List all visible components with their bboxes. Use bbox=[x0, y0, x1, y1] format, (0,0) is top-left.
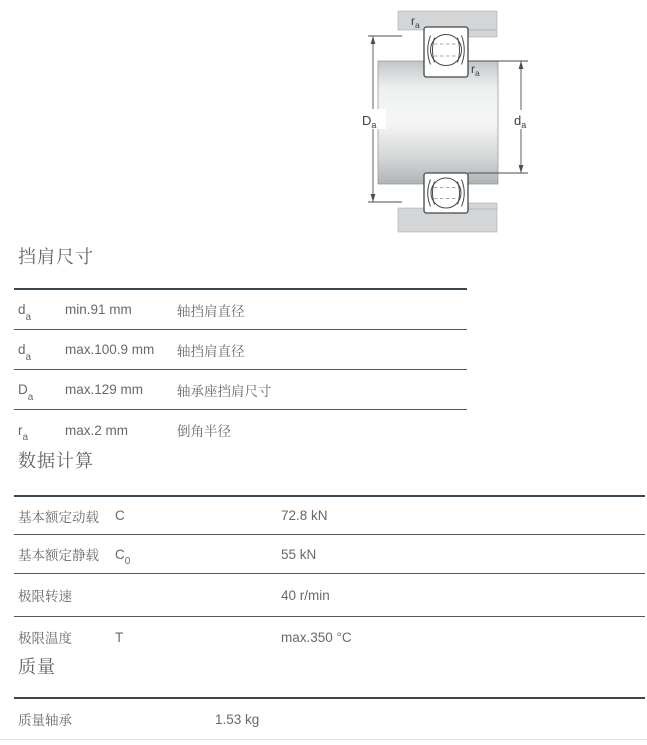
table-row bbox=[14, 574, 645, 617]
calculation-table bbox=[14, 495, 645, 657]
symbol-cell: C bbox=[115, 508, 125, 523]
value-cell: 1.53 kg bbox=[215, 711, 260, 727]
value-cell: max.129 mm bbox=[65, 382, 144, 397]
table-row bbox=[14, 617, 645, 657]
table-row bbox=[14, 410, 467, 450]
table-row bbox=[14, 330, 467, 370]
table-row bbox=[14, 535, 645, 574]
desc-cell: 轴挡肩直径 bbox=[177, 303, 245, 319]
label-cell: 极限转速 bbox=[18, 589, 72, 604]
value-cell: min.91 mm bbox=[65, 302, 132, 317]
value-cell: max.100.9 mm bbox=[65, 342, 155, 357]
label-Da: $D_a$ bbox=[362, 113, 377, 130]
symbol-cell: $d_a$ bbox=[18, 302, 32, 323]
page-bottom-divider bbox=[0, 739, 647, 740]
bearing-cross-section-bottom bbox=[424, 173, 468, 213]
symbol-cell: $D_a$ bbox=[18, 382, 34, 403]
bearing-abutment-diagram bbox=[350, 0, 550, 240]
value-cell: 55 kN bbox=[281, 546, 317, 562]
label-ra-mid: $r_a$ bbox=[471, 62, 480, 78]
section-title-mass: 质量 bbox=[18, 657, 56, 677]
table-row bbox=[14, 290, 467, 330]
desc-cell: 轴承座挡肩尺寸 bbox=[177, 383, 272, 399]
section-title-calculation: 数据计算 bbox=[18, 451, 94, 471]
label-cell: 极限温度 bbox=[18, 631, 72, 646]
symbol-cell: $C_0$ bbox=[115, 546, 131, 568]
table-row bbox=[14, 497, 645, 535]
mass-table bbox=[14, 697, 645, 739]
label-ra-top: $r_a$ bbox=[411, 14, 420, 30]
value-cell: max.350 °C bbox=[281, 629, 352, 645]
section-title-abutment: 挡肩尺寸 bbox=[18, 247, 94, 267]
value-cell: 40 r/min bbox=[281, 587, 330, 603]
symbol-cell: $r_a$ bbox=[18, 422, 29, 444]
table-row bbox=[14, 699, 645, 739]
desc-cell: 轴挡肩直径 bbox=[177, 343, 245, 359]
label-cell: 质量轴承 bbox=[18, 713, 72, 728]
value-cell: 72.8 kN bbox=[281, 508, 328, 523]
desc-cell: 倒角半径 bbox=[177, 424, 231, 439]
shaft-section bbox=[378, 61, 498, 184]
label-da: $d_a$ bbox=[514, 113, 527, 130]
symbol-cell: $d_a$ bbox=[18, 342, 32, 363]
label-cell: 基本额定动载 bbox=[18, 509, 99, 525]
table-row bbox=[14, 370, 467, 410]
bearing-cross-section-top bbox=[424, 27, 468, 77]
value-cell: max.2 mm bbox=[65, 422, 129, 438]
abutment-table bbox=[14, 288, 467, 450]
symbol-cell: T bbox=[115, 629, 124, 645]
label-cell: 基本额定静载 bbox=[18, 548, 99, 563]
